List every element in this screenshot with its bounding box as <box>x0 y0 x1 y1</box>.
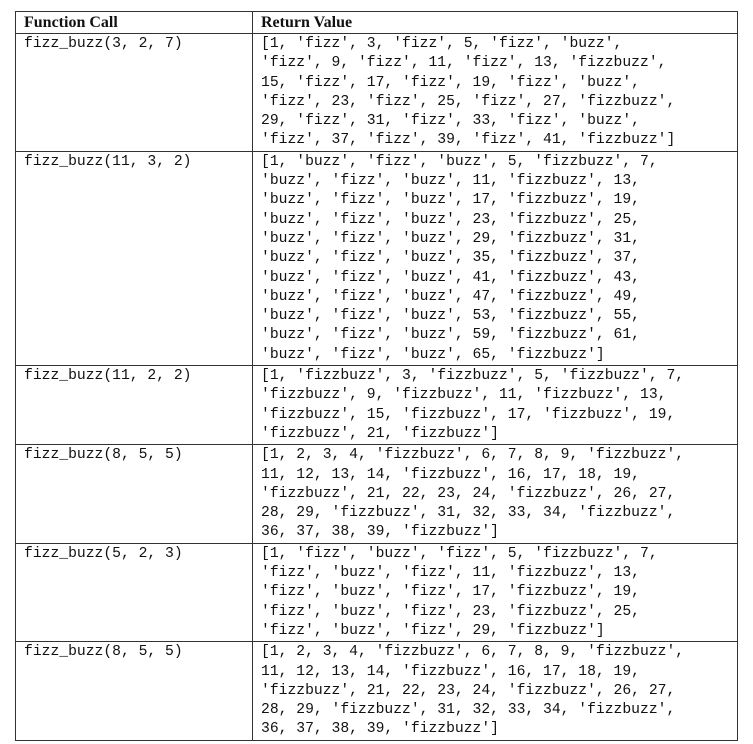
return-value-line: 15, 'fizz', 17, 'fizz', 19, 'fizz', 'buzz', <box>261 74 640 91</box>
function-call-cell: fizz_buzz(11, 2, 2) <box>16 366 253 445</box>
return-value-line: [1, 'buzz', 'fizz', 'buzz', 5, 'fizzbuzz', 7, <box>261 153 658 170</box>
return-value-cell <box>253 34 738 152</box>
return-value-line: 'buzz', 'fizz', 'buzz', 41, 'fizzbuzz', 43, <box>261 269 640 286</box>
return-value-line: 'fizzbuzz', 21, 'fizzbuzz'] <box>261 425 499 442</box>
table-row <box>16 34 738 152</box>
return-value-line: 36, 37, 38, 39, 'fizzbuzz'] <box>261 721 499 738</box>
return-value-line: 29, 'fizz', 31, 'fizz', 33, 'fizz', 'buzz', <box>261 113 640 130</box>
header-return-value: Return Value <box>253 12 738 34</box>
return-value-line: 'fizzbuzz', 15, 'fizzbuzz', 17, 'fizzbuzz', 19, <box>261 406 676 423</box>
return-value-line: 'buzz', 'fizz', 'buzz', 59, 'fizzbuzz', 61, <box>261 327 640 344</box>
return-value-cell <box>253 445 738 543</box>
return-value-line: 28, 29, 'fizzbuzz', 31, 32, 33, 34, 'fizzbuzz', <box>261 702 676 719</box>
return-value-line: 11, 12, 13, 14, 'fizzbuzz', 16, 17, 18, 19, <box>261 466 640 483</box>
table-row <box>16 543 738 641</box>
return-value-line: [1, 'fizz', 'buzz', 'fizz', 5, 'fizzbuzz', 7, <box>261 545 658 562</box>
return-value-line: 'fizz', 23, 'fizz', 25, 'fizz', 27, 'fizzbuzz', <box>261 93 676 110</box>
header-row <box>16 12 738 34</box>
return-value-cell <box>253 151 738 365</box>
fizz-buzz-table <box>15 11 738 741</box>
return-value-line: 28, 29, 'fizzbuzz', 31, 32, 33, 34, 'fizzbuzz', <box>261 505 676 522</box>
return-value-line: 'buzz', 'fizz', 'buzz', 65, 'fizzbuzz'] <box>261 346 605 363</box>
return-value-line: [1, 'fizz', 3, 'fizz', 5, 'fizz', 'buzz', <box>261 36 623 52</box>
return-value-line: 'buzz', 'fizz', 'buzz', 11, 'fizzbuzz', 13, <box>261 173 640 190</box>
function-call-cell: fizz_buzz(8, 5, 5) <box>16 642 253 740</box>
function-call-cell: fizz_buzz(11, 3, 2) <box>16 151 253 365</box>
return-value-line: 'buzz', 'fizz', 'buzz', 17, 'fizzbuzz', 19, <box>261 192 640 209</box>
table-row <box>16 366 738 445</box>
return-value-line: 'buzz', 'fizz', 'buzz', 35, 'fizzbuzz', 37, <box>261 250 640 267</box>
table-row <box>16 151 738 365</box>
table-row <box>16 642 738 740</box>
return-value-line: 36, 37, 38, 39, 'fizzbuzz'] <box>261 524 499 541</box>
return-value-cell <box>253 366 738 445</box>
return-value-line: 'fizzbuzz', 21, 22, 23, 24, 'fizzbuzz', 26, 27, <box>261 485 676 502</box>
return-value-line: 'buzz', 'fizz', 'buzz', 29, 'fizzbuzz', 31, <box>261 230 640 247</box>
function-call-cell: fizz_buzz(8, 5, 5) <box>16 445 253 543</box>
return-value-line: 'fizz', 'buzz', 'fizz', 11, 'fizzbuzz', 13, <box>261 565 640 582</box>
return-value-line: 'fizz', 'buzz', 'fizz', 23, 'fizzbuzz', 25, <box>261 603 640 620</box>
function-call-cell: fizz_buzz(5, 2, 3) <box>16 543 253 641</box>
return-value-line: 'fizz', 'buzz', 'fizz', 29, 'fizzbuzz'] <box>261 622 605 639</box>
return-value-line: [1, 2, 3, 4, 'fizzbuzz', 6, 7, 8, 9, 'fizzbuzz', <box>261 644 685 661</box>
header-function-call: Function Call <box>16 12 253 34</box>
return-value-line: 'fizzbuzz', 21, 22, 23, 24, 'fizzbuzz', 26, 27, <box>261 682 676 699</box>
table-row <box>16 445 738 543</box>
return-value-cell <box>253 543 738 641</box>
return-value-cell <box>253 642 738 740</box>
return-value-line: 'fizz', 'buzz', 'fizz', 17, 'fizzbuzz', 19, <box>261 584 640 601</box>
return-value-line: 'fizz', 9, 'fizz', 11, 'fizz', 13, 'fizzbuzz', <box>261 55 667 72</box>
return-value-line: 'buzz', 'fizz', 'buzz', 53, 'fizzbuzz', 55, <box>261 308 640 325</box>
return-value-line: 'buzz', 'fizz', 'buzz', 23, 'fizzbuzz', 25, <box>261 211 640 228</box>
return-value-line: [1, 2, 3, 4, 'fizzbuzz', 6, 7, 8, 9, 'fizzbuzz', <box>261 447 685 464</box>
return-value-line: 'buzz', 'fizz', 'buzz', 47, 'fizzbuzz', 49, <box>261 288 640 305</box>
return-value-line: 'fizz', 37, 'fizz', 39, 'fizz', 41, 'fizzbuzz'] <box>261 132 676 149</box>
return-value-line: [1, 'fizzbuzz', 3, 'fizzbuzz', 5, 'fizzbuzz', 7, <box>261 368 685 385</box>
table-body <box>16 34 738 741</box>
return-value-line: 'fizzbuzz', 9, 'fizzbuzz', 11, 'fizzbuzz', 13, <box>261 387 667 404</box>
function-call-cell: fizz_buzz(3, 2, 7) <box>16 34 253 152</box>
return-value-line: 11, 12, 13, 14, 'fizzbuzz', 16, 17, 18, 19, <box>261 663 640 680</box>
